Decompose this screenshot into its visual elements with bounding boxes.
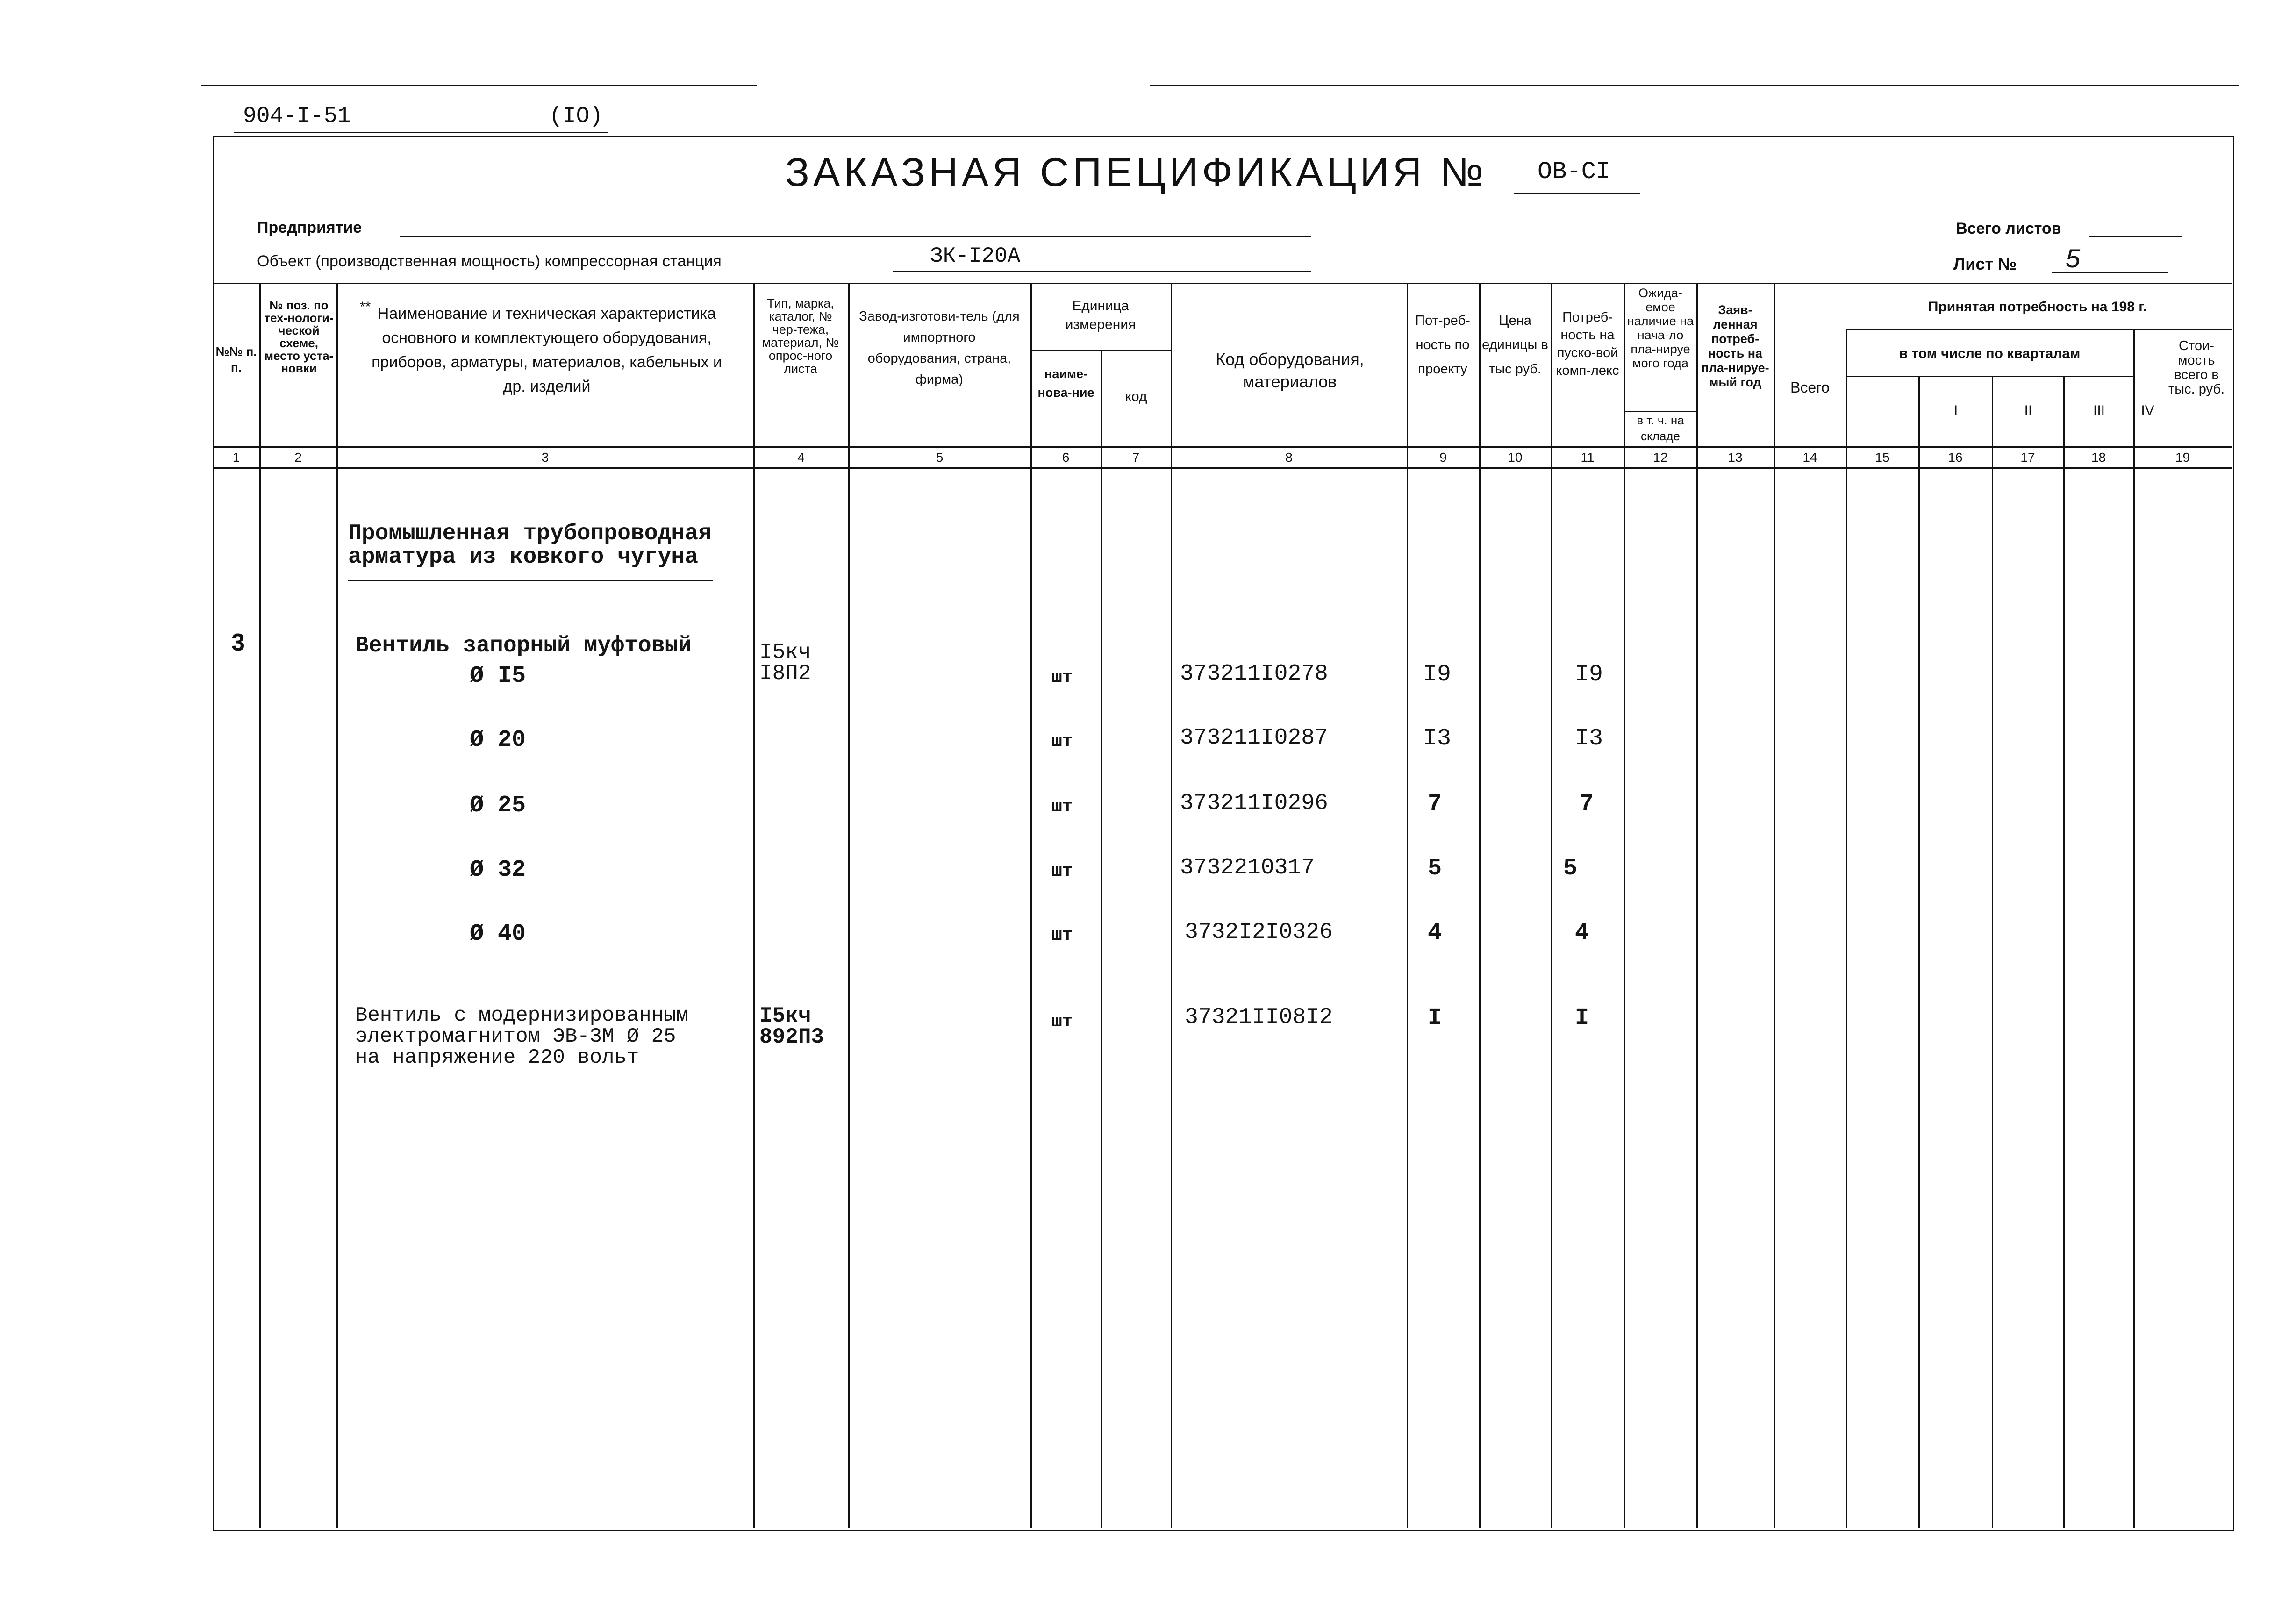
colnum-9: 9	[1439, 450, 1447, 465]
object-label: Объект (производственная мощность) компрессорная станция	[257, 252, 722, 270]
row-2-launch: I3	[1575, 725, 1603, 752]
colnum-4: 4	[797, 450, 805, 465]
enterprise-line	[400, 236, 1311, 237]
sheet-number: 5	[2066, 243, 2081, 273]
hdr-type: Тип, марка, каталог, № чер-тежа, материал, № опрос-ного листа	[762, 296, 839, 376]
item2-type-line2: 892П3	[759, 1025, 824, 1049]
hdr-expected: Ожида-емое наличие на нача-ло пла-нируе мого года	[1627, 286, 1694, 370]
colnum-5: 5	[936, 450, 944, 465]
spec-number-underline	[1514, 193, 1640, 194]
col-line-1	[259, 283, 261, 1528]
object-value: ЗК-I20А	[930, 244, 1021, 268]
colnum-10: 10	[1508, 450, 1523, 465]
total-sheets-line	[2089, 236, 2182, 237]
row-1-unit: шт	[1051, 667, 1073, 687]
colnum-8: 8	[1285, 450, 1293, 465]
item2-launch: I	[1575, 1005, 1589, 1031]
hdr-q4: IV	[2141, 403, 2154, 418]
colnum-1: 1	[232, 450, 240, 465]
colnum-17: 17	[2020, 450, 2035, 465]
item2-line3: на напряжение 220 вольт	[355, 1046, 639, 1069]
quarters-sub-rule	[1846, 376, 2133, 377]
section-title-line1: Промышленная трубопроводная	[348, 521, 712, 546]
row-3-unit: шт	[1051, 797, 1073, 817]
row-5-need: 4	[1428, 920, 1442, 946]
col-line-15	[1918, 376, 1920, 1528]
row-2-name: Ø 20	[470, 727, 526, 753]
item-type-line2: I8П2	[759, 661, 811, 686]
col-line-5	[1030, 283, 1032, 1528]
row-1-launch: I9	[1575, 661, 1603, 688]
item2-unit: шт	[1051, 1012, 1073, 1032]
col-line-11	[1624, 283, 1625, 1528]
enterprise-label: Предприятие	[257, 219, 362, 236]
col-line-7	[1171, 283, 1172, 1528]
row-2-unit: шт	[1051, 731, 1073, 751]
col-line-12	[1696, 283, 1698, 1528]
row-1-name: Ø I5	[470, 663, 526, 689]
col-line-2	[336, 283, 338, 1528]
col-line-10	[1551, 283, 1552, 1528]
colnum-16: 16	[1948, 450, 1963, 465]
item2-code: 37321II08I2	[1185, 1005, 1333, 1030]
project-code: 904-I-51	[243, 104, 351, 129]
col-line-16	[1992, 376, 1993, 1528]
hdr-cost: Стои-мость всего в тыс. руб.	[2168, 338, 2225, 397]
hdr-q3: III	[2093, 403, 2105, 418]
hdr-in-stock: в т. ч. на складе	[1637, 413, 1684, 443]
item2-need: I	[1428, 1005, 1442, 1031]
colnum-bottom-rule	[213, 467, 2232, 469]
col-line-18	[2133, 329, 2135, 1528]
colnum-18: 18	[2091, 450, 2106, 465]
sheet-number-line	[2052, 272, 2168, 273]
accepted-sub-rule	[1846, 329, 2232, 330]
hdr-need-project: Пот-реб-ность по проекту	[1415, 313, 1470, 377]
row-5-code: 3732I2I0326	[1185, 920, 1333, 945]
header-underline	[234, 132, 608, 133]
hdr-position: № поз. по тех-нологи-ческой схеме, место уста-новки	[264, 298, 334, 375]
hdr-quarters: в том числе по кварталам	[1899, 346, 2081, 361]
table-top-rule	[213, 283, 2232, 284]
hdr-name: Наименование и техническая характеристика основного и комплектующего оборудования, приборов, арматуры, материалов, кабельных и др. изделий	[372, 305, 722, 395]
row-3-name: Ø 25	[470, 792, 526, 819]
row-5-launch: 4	[1575, 920, 1589, 946]
hdr-unit-name: наиме-нова-ние	[1037, 367, 1094, 400]
sheet-page: (IO)	[549, 104, 603, 129]
row-4-code: 3732210317	[1180, 855, 1315, 880]
row-5-unit: шт	[1051, 925, 1073, 945]
hdr-unit-group: Единица измерения	[1065, 298, 1136, 332]
colnum-19: 19	[2175, 450, 2190, 465]
hdr-manufacturer: Завод-изготови-тель (для импортного оборудования, страна, фирма)	[859, 309, 1020, 387]
spec-title: ЗАКАЗНАЯ СПЕЦИФИКАЦИЯ №	[785, 150, 1488, 195]
hdr-launch-need: Потреб-ность на пуско-вой комп-лекс	[1556, 310, 1619, 378]
col-line-9	[1479, 283, 1481, 1528]
item2-line2: электромагнитом ЭВ-3М Ø 25	[355, 1025, 676, 1048]
hdr-equipment-code: Код оборудования, материалов	[1216, 350, 1364, 391]
top-rule-right	[1150, 85, 2239, 86]
item2-line1: Вентиль с модернизированным	[355, 1004, 688, 1027]
hdr-name-star: **	[360, 299, 371, 315]
section-title-line2: арматура из ковкого чугуна	[348, 544, 698, 570]
row-1-need: I9	[1423, 661, 1452, 688]
colnum-15: 15	[1875, 450, 1890, 465]
hdr-unit-code: код	[1125, 389, 1147, 404]
hdr-q1: I	[1953, 403, 1958, 418]
object-line	[893, 271, 1311, 272]
row-3-need: 7	[1428, 791, 1442, 817]
spec-number: ОВ-СI	[1538, 158, 1611, 186]
hdr-declared: Заяв-ленная потреб-ность на пла-нируе-мый год	[1701, 303, 1769, 389]
item2-type-line1: I5кч	[759, 1004, 811, 1028]
hdr-row-no: №№ п. п.	[215, 344, 257, 374]
header-bottom-rule	[213, 446, 2232, 448]
colnum-13: 13	[1728, 450, 1743, 465]
col-line-6	[1101, 350, 1102, 1528]
row-4-unit: шт	[1051, 861, 1073, 881]
row-5-name: Ø 40	[470, 921, 526, 947]
col-line-8	[1407, 283, 1408, 1528]
col-line-3	[753, 283, 755, 1528]
item-type-line1: I5кч	[759, 640, 811, 665]
row-3-code: 373211I0296	[1180, 791, 1328, 816]
sheet-label: Лист №	[1953, 254, 2017, 273]
col-line-17	[2063, 376, 2065, 1528]
colnum-12: 12	[1653, 450, 1668, 465]
colnum-11: 11	[1581, 450, 1595, 465]
hdr-q2: II	[2024, 403, 2032, 418]
item-number: 3	[231, 629, 245, 656]
colnum-2: 2	[294, 450, 302, 465]
section-title-underline	[348, 580, 713, 581]
col-line-13	[1774, 283, 1775, 1528]
hdr-unit-price: Цена единицы в тыс руб.	[1482, 313, 1548, 377]
colnum-3: 3	[541, 450, 549, 465]
colnum-6: 6	[1062, 450, 1070, 465]
row-4-need: 5	[1428, 855, 1442, 882]
row-4-launch: 5	[1563, 855, 1578, 882]
col-line-4	[848, 283, 850, 1528]
colnum-7: 7	[1132, 450, 1140, 465]
row-2-code: 373211I0287	[1180, 725, 1328, 751]
item-name: Вентиль запорный муфтовый	[355, 633, 692, 658]
row-1-code: 373211I0278	[1180, 661, 1328, 687]
col-line-14	[1846, 329, 1847, 1528]
row-4-name: Ø 32	[470, 857, 526, 883]
hdr-total: Всего	[1790, 379, 1830, 396]
top-rule-left	[201, 85, 757, 86]
hdr-accepted: Принятая потребность на 198 г.	[1928, 299, 2147, 315]
row-3-launch: 7	[1580, 791, 1594, 817]
total-sheets-label: Всего листов	[1956, 220, 2061, 237]
row-2-need: I3	[1423, 725, 1452, 752]
colnum-14: 14	[1802, 450, 1817, 465]
